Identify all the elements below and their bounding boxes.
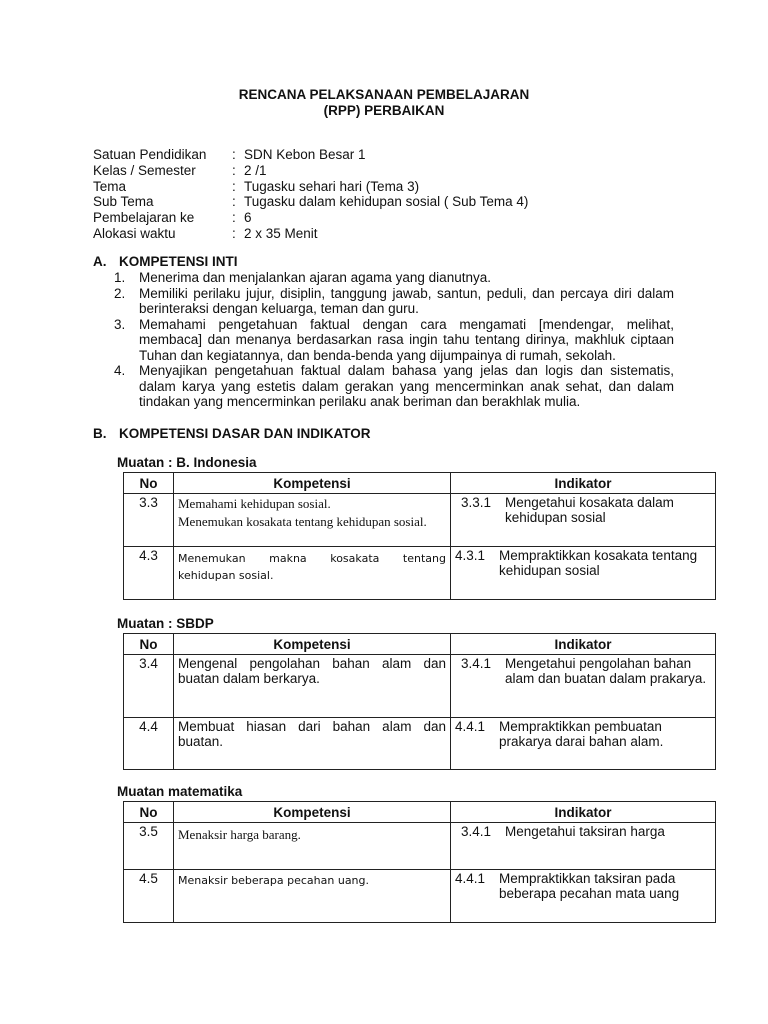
cell-indikator	[451, 718, 716, 770]
identity-row	[93, 163, 528, 179]
indicator-code: 3.4.1	[461, 824, 492, 839]
identity-value: 2 x 35 Menit	[244, 225, 318, 241]
table-row	[124, 823, 716, 870]
identity-value: Tugasku dalam kehidupan sosial ( Sub Tema 4)	[244, 194, 529, 210]
list-item	[114, 270, 674, 286]
indicator-text: Mempraktikkan taksiran pada beberapa pecahan mata uang	[499, 871, 680, 901]
header-no: No	[124, 473, 174, 494]
cell-indikator	[451, 655, 716, 718]
identity-colon: :	[232, 210, 236, 226]
kompetensi-line: Menemukan makna kosakata tentang	[178, 552, 446, 565]
table-header-row	[124, 634, 716, 655]
kd-table-bindonesia	[123, 472, 716, 600]
identity-colon: :	[232, 147, 236, 162]
cell-no: 4.3	[124, 547, 174, 600]
identity-row	[93, 194, 528, 210]
indicator-code: 3.4.1	[461, 656, 492, 671]
cell-kompetensi	[174, 494, 451, 547]
header-kompetensi: Kompetensi	[174, 473, 451, 494]
identity-colon: :	[232, 178, 236, 194]
cell-indikator	[451, 547, 716, 600]
table-row	[124, 870, 716, 923]
list-item	[114, 317, 674, 364]
identity-label: Satuan Pendidikan	[93, 147, 207, 162]
indicator-text: Mempraktikkan pembuatan prakarya darai bahan alam.	[499, 719, 664, 749]
identity-row	[93, 226, 528, 242]
list-number: 3.	[114, 316, 126, 332]
identity-label: Sub Tema	[93, 194, 154, 210]
list-text: Menyajikan pengetahuan faktual dalam bahasa yang jelas dan logis dan sistematis, dalam karya yang estetis dalam gerakan yang mencerminkan anak sehat, dan dalam tindakan yang mencerminkan perilaku anak beriman dan berakhlak mulia.	[139, 363, 674, 409]
identity-value: 6	[244, 210, 252, 226]
kd-table-sbdp	[123, 633, 716, 770]
kd-table-matematika	[123, 801, 716, 923]
identity-label: Tema	[93, 178, 127, 194]
header-indikator: Indikator	[451, 473, 716, 494]
indicator-text: Mengetahui kosakata dalam kehidupan sosial	[505, 495, 674, 525]
header-indikator: Indikator	[451, 802, 716, 823]
cell-kompetensi: Mengenal pengolahan bahan alam dan buatan dalam berkarya.	[174, 655, 451, 718]
list-item	[114, 363, 674, 410]
section-title: KOMPETENSI DASAR DAN INDIKATOR	[119, 426, 371, 441]
table-header-row	[124, 802, 716, 823]
indicator	[455, 719, 711, 749]
indicator-code: 4.3.1	[455, 548, 486, 563]
kompetensi-line: kehidupan sosial.	[178, 569, 274, 582]
identity-row	[93, 179, 528, 195]
kompetensi-line: Menemukan kosakata tentang kehidupan sosial.	[178, 514, 427, 529]
indicator-text: Mempraktikkan kosakata tentang kehidupan sosial	[499, 548, 698, 578]
table-row	[124, 494, 716, 547]
cell-no: 4.5	[124, 870, 174, 923]
cell-kompetensi	[174, 547, 451, 600]
cell-no: 3.5	[124, 823, 174, 870]
list-number: 2.	[114, 285, 126, 301]
muatan-label: Muatan matematika	[117, 784, 243, 799]
section-a-heading	[93, 254, 238, 269]
header-no: No	[124, 634, 174, 655]
header-kompetensi: Kompetensi	[174, 634, 451, 655]
indicator	[455, 495, 711, 525]
header-kompetensi: Kompetensi	[174, 802, 451, 823]
section-b-heading	[93, 426, 371, 441]
header-no: No	[124, 802, 174, 823]
muatan-label: Muatan : B. Indonesia	[117, 455, 257, 470]
identity-label: Kelas / Semester	[93, 162, 196, 178]
list-item	[114, 286, 674, 317]
identity-colon: :	[232, 225, 236, 241]
table-row	[124, 655, 716, 718]
indicator	[455, 548, 711, 578]
list-number: 4.	[114, 363, 126, 378]
identity-value: 2 /1	[244, 162, 267, 178]
section-letter: A.	[93, 254, 107, 269]
kompetensi-inti-list	[114, 270, 674, 410]
list-text: Menerima dan menjalankan ajaran agama yang dianutnya.	[139, 270, 491, 285]
indicator	[455, 871, 711, 901]
identity-label: Alokasi waktu	[93, 225, 176, 241]
cell-kompetensi: Membuat hiasan dari bahan alam dan buatan.	[174, 718, 451, 770]
cell-indikator	[451, 823, 716, 870]
identity-block	[93, 147, 528, 242]
muatan-label: Muatan : SBDP	[117, 616, 214, 631]
document-subtitle: (RPP) PERBAIKAN	[323, 103, 445, 118]
kompetensi-line: Memahami kehidupan sosial.	[178, 496, 331, 511]
table-row	[124, 547, 716, 600]
indicator-text: Mengetahui taksiran harga	[505, 824, 665, 839]
section-title: KOMPETENSI INTI	[119, 254, 238, 269]
cell-indikator	[451, 870, 716, 923]
identity-value: Tugasku sehari hari (Tema 3)	[244, 178, 420, 194]
cell-no: 4.4	[124, 718, 174, 770]
identity-row	[93, 210, 528, 226]
document-title: RENCANA PELAKSANAAN PEMBELAJARAN	[238, 87, 530, 102]
indicator-code: 4.4.1	[455, 719, 486, 734]
header-indikator: Indikator	[451, 634, 716, 655]
identity-colon: :	[232, 194, 236, 210]
list-text: Memiliki perilaku jujur, disiplin, tanggung jawab, santun, peduli, dan percaya diri dalam berinteraksi dengan keluarga, teman dan guru.	[139, 285, 674, 316]
cell-indikator	[451, 494, 716, 547]
table-header-row	[124, 473, 716, 494]
indicator	[455, 824, 711, 839]
indicator-code: 4.4.1	[455, 871, 486, 886]
cell-no: 3.4	[124, 655, 174, 718]
identity-value: SDN Kebon Besar 1	[244, 147, 366, 162]
list-text: Memahami pengetahuan faktual dengan cara mengamati [mendengar, melihat, membaca] dan menanya berdasarkan rasa ingin tahu tentang dirinya, makhluk ciptaan Tuhan dan kegiatannya, dan benda-benda yang dijumpainya di rumah, sekolah.	[139, 316, 674, 363]
identity-label: Pembelajaran ke	[93, 210, 195, 226]
cell-kompetensi: Menaksir harga barang.	[174, 823, 451, 870]
indicator-code: 3.3.1	[461, 495, 492, 510]
table-row	[124, 718, 716, 770]
identity-colon: :	[232, 162, 236, 178]
section-letter: B.	[93, 426, 107, 441]
identity-row	[93, 147, 528, 163]
list-number: 1.	[114, 270, 126, 285]
cell-kompetensi: Menaksir beberapa pecahan uang.	[174, 870, 451, 923]
cell-no: 3.3	[124, 494, 174, 547]
indicator	[455, 656, 711, 686]
indicator-text: Mengetahui pengolahan bahan alam dan buatan dalam prakarya.	[505, 656, 707, 686]
